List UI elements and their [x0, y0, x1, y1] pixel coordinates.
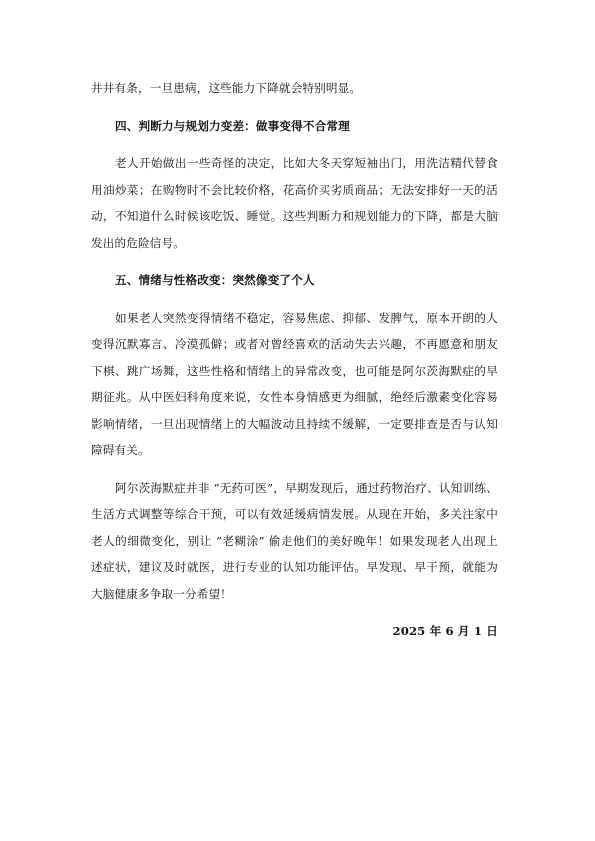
spacer — [91, 607, 498, 618]
spacer — [91, 256, 498, 267]
spacer — [91, 102, 498, 113]
section-5-heading: 五、情绪与性格改变：突然像变了个人 — [115, 273, 315, 287]
section-4-body: 老人开始做出一些奇怪的决定，比如大冬天穿短袖出门，用洗洁精代替食用油炒菜；在购物时不会比较价格，花高价买劣质商品；无法安排好一天的活动，不知道什么时候该吃饭、睡觉。这些判断力和规划能力的下降，都是大脑发出的危险信号。 — [91, 156, 498, 250]
document-page — [91, 75, 498, 645]
section-4-heading: 四、判断力与规划力变差：做事变得不合常理 — [115, 118, 350, 133]
section-5-body: 如果老人突然变得情绪不稳定，容易焦虑、抑郁、发脾气，原本开朗的人变得沉默寡言、冷漠孤僻；或者对曾经喜欢的活动失去兴趣，不再愿意和朋友下棋、跳广场舞，这些性格和情绪上的异常改变，也可能是阿尔茨海默症的早期征兆。从中医妇科角度来说，女性本身情感更为细腻，绝经后激素变化容易影响情绪，一旦出现情绪上的大幅波动且持续不缓解，一定要排查是否与认知障碍有关。 — [91, 310, 498, 457]
spacer — [91, 139, 498, 150]
closing-paragraph: 阿尔茨海默症并非 “无药可医”，早期发现后，通过药物治疗、认知训练、生活方式调整等综合干预，可以有效延缓病情发展。从现在开始，多关注家中老人的细微变化，别让 “老糊涂” 偷走他们的美好晚年！如果发现老人出现上述症状，建议及时就医，进行专业的认知功能评估。早发现、早干预，就能为大脑健康多争取一分希望！ — [91, 480, 498, 601]
spacer — [91, 464, 498, 475]
document-date: 2025 年 6 月 1 日 — [392, 624, 498, 638]
spacer — [91, 294, 498, 305]
continuation-paragraph: 井井有条，一旦患病，这些能力下降就会特别明显。 — [91, 81, 362, 95]
